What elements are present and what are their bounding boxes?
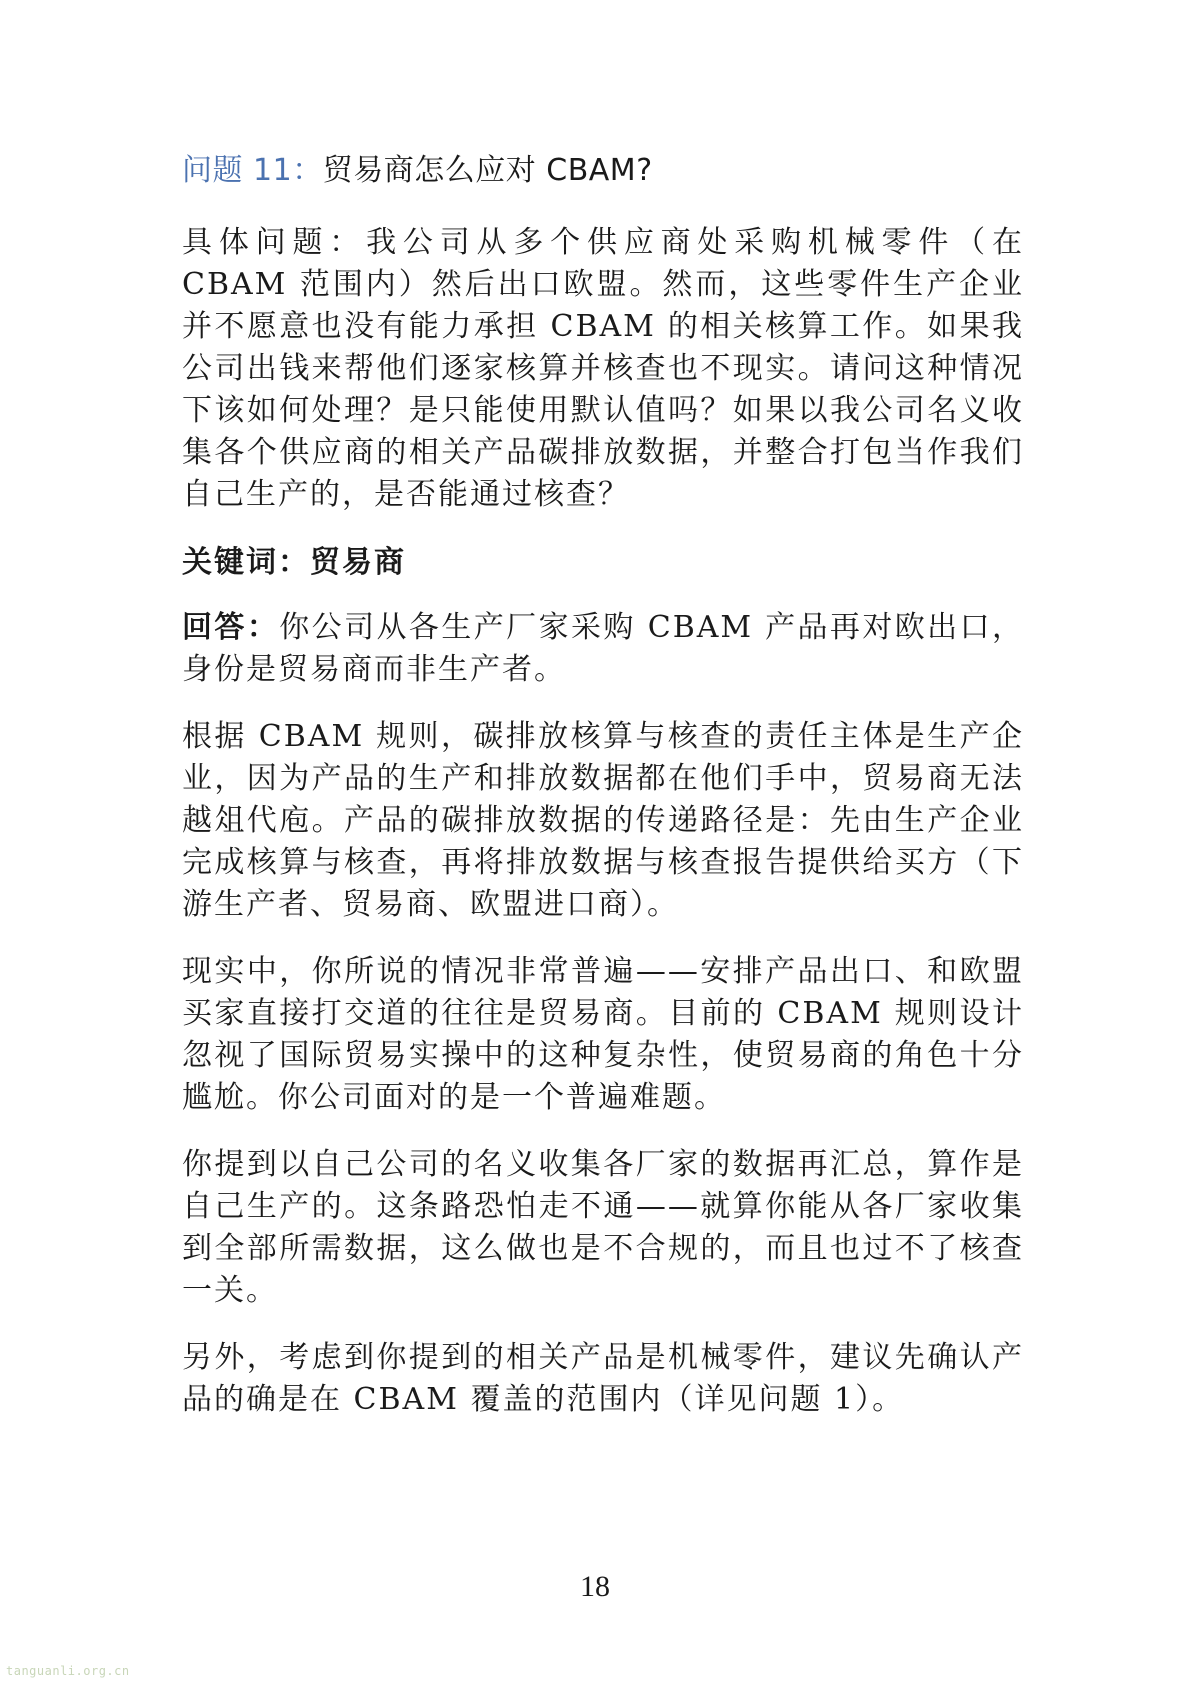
answer-paragraph: 你提到以自己公司的名义收集各厂家的数据再汇总，算作是自己生产的。这条路恐怕走不通——就算你能从各厂家收集到全部所需数据，这么做也是不合规的，而且也过不了核查一关。	[182, 1147, 1024, 1308]
answer-intro-paragraph	[182, 607, 1024, 691]
question-heading	[182, 150, 1024, 192]
answer-paragraph: 根据 CBAM 规则，碳排放核算与核查的责任主体是生产企业，因为产品的生产和排放数据都在他们手中，贸易商无法越俎代庖。产品的碳排放数据的传递路径是：先由生产企业完成核算与核查，再将排放数据与核查报告提供给买方（下游生产者、贸易商、欧盟进口商）。	[182, 719, 1024, 922]
question-title: 贸易商怎么应对 CBAM?	[322, 153, 653, 188]
keywords-line: 关键词：贸易商	[182, 545, 406, 580]
page-content	[182, 150, 1024, 1446]
answer-paragraph: 另外，考虑到你提到的相关产品是机械零件，建议先确认产品的确是在 CBAM 覆盖的范围内（详见问题 1）。	[182, 1340, 1024, 1417]
answer-paragraph: 现实中，你所说的情况非常普遍——安排产品出口、和欧盟买家直接打交道的往往是贸易商。目前的 CBAM 规则设计忽视了国际贸易实操中的这种复杂性，使贸易商的角色十分尴尬。你公司面对的是一个普遍难题。	[182, 954, 1024, 1115]
answer-label: 回答：	[182, 610, 280, 645]
answer-intro: 你公司从各生产厂家采购 CBAM 产品再对欧出口，身份是贸易商而非生产者。	[182, 610, 1024, 687]
specific-question: 具体问题：我公司从多个供应商处采购机械零件（在 CBAM 范围内）然后出口欧盟。然而，这些零件生产企业并不愿意也没有能力承担 CBAM 的相关核算工作。如果我公司出钱来帮他们逐家核算并核查也不现实。请问这种情况下该如何处理？是只能使用默认值吗？如果以我公司名义收集各个供应商的相关产品碳排放数据，并整合打包当作我们自己生产的，是否能通过核查？	[182, 225, 1024, 512]
page-number: 18	[580, 1570, 610, 1603]
watermark: tanguanli.org.cn	[6, 1664, 130, 1678]
question-number: 问题 11：	[182, 153, 323, 188]
